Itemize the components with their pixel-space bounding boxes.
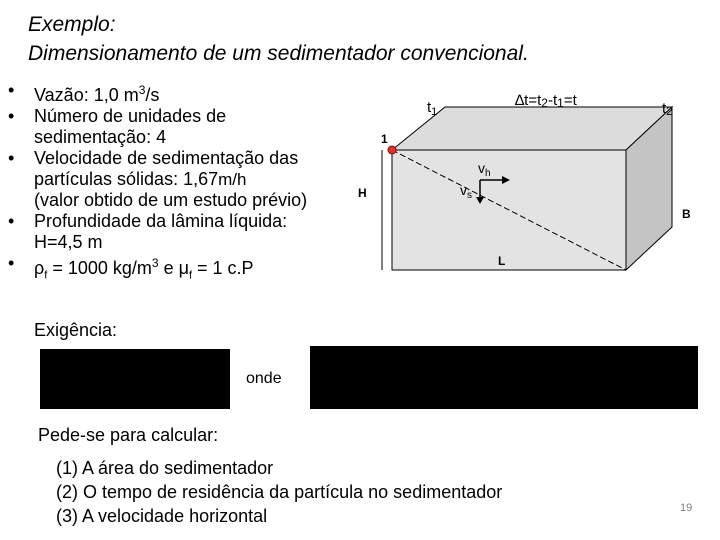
entry-point-marker xyxy=(388,146,396,154)
bullet-velocidade: • Velocidade de sedimentação das partículas sólidas: 1,67m/h (valor obtido de um estudo prévio) xyxy=(8,148,307,211)
label-vs: $v_s$ xyxy=(460,182,472,201)
task-item-2: (2) O tempo de residência da partícula no sedimentador xyxy=(56,482,503,502)
redacted-definition-box xyxy=(310,346,698,409)
title-line-2: Dimensionamento de um sedimentador convencional. xyxy=(28,42,529,65)
label-B: B xyxy=(682,207,691,221)
title-line-1: Exemplo: xyxy=(28,13,116,36)
where-label: onde xyxy=(246,370,282,387)
sedimentation-tank-diagram xyxy=(350,85,710,275)
requirement-heading: Exigência: xyxy=(34,320,118,340)
bullet-densidade: • $\rho_f = 1000$ $kg/m^3$ e $\mu_f = 1$ c.P xyxy=(8,253,307,287)
task-item-3: (3) A velocidade horizontal xyxy=(56,506,268,526)
label-H: H xyxy=(358,186,367,200)
label-delta-t: ∆t=t2-t1=t xyxy=(515,92,577,110)
label-vh: $v_h$ xyxy=(478,160,491,179)
label-t2: t2 xyxy=(662,100,673,118)
label-L: L xyxy=(498,254,506,268)
bullet-vazao: • Vazão: 1,0 $m^3/s$ xyxy=(8,80,307,106)
task-item-1: (1) A área do sedimentador xyxy=(56,458,274,478)
given-data-list xyxy=(8,80,307,287)
label-point-1: 1 xyxy=(381,132,388,146)
redacted-equation-box xyxy=(40,349,230,409)
tasks-heading: Pede-se para calcular: xyxy=(38,425,219,445)
slide-title xyxy=(28,10,529,68)
label-t1: $t_1$ xyxy=(427,99,438,118)
bullet-unidades: • Número de unidades de sedimentação: 4 xyxy=(8,106,307,148)
bullet-profundidade: • Profundidade da lâmina líquida: H=4,5 m xyxy=(8,211,307,253)
page-number: 19 xyxy=(680,502,693,514)
tasks-list xyxy=(56,456,502,528)
